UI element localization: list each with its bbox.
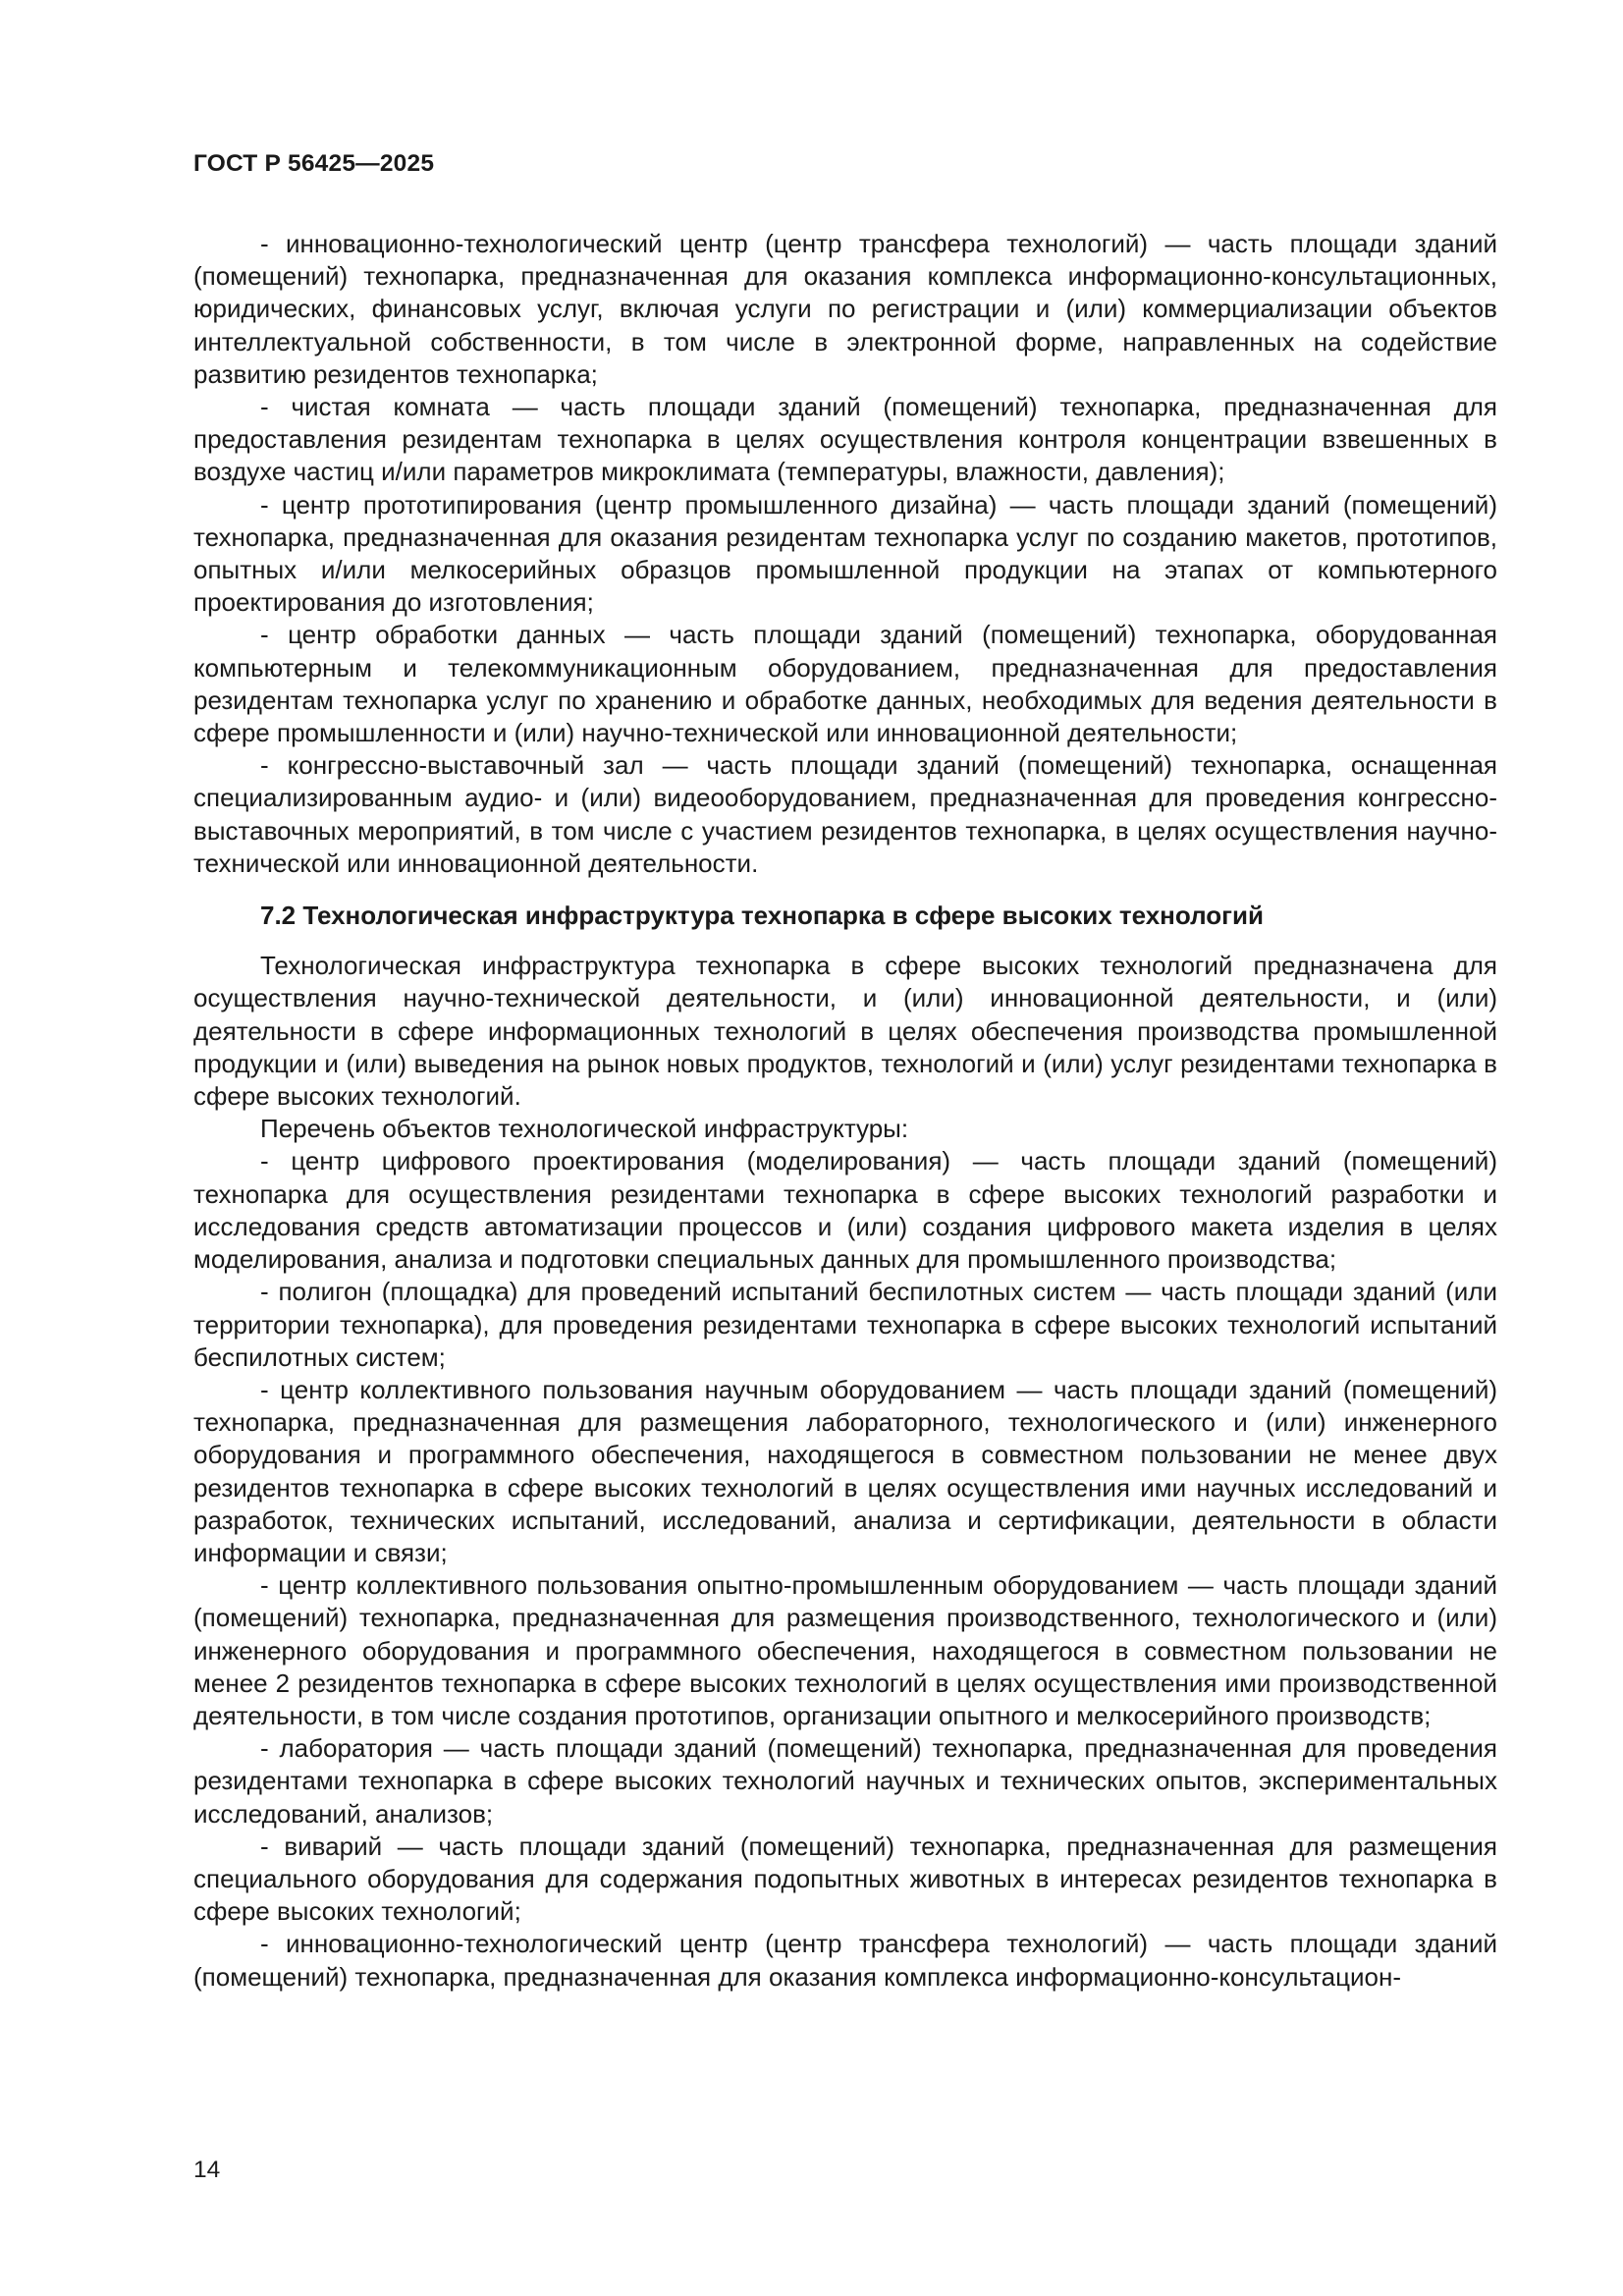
section-list-title: Перечень объектов технологической инфраструктуры: (260, 1114, 909, 1144)
list-item-laboratory: - лаборатория — часть площади зданий (помещений) технопарка, предназначенная для проведения резидентами технопарка в сфере высоких технологий научных и технических опытов, экспериментальных исследований, анализов; (193, 1733, 1497, 1829)
list-item-data-center: - центр обработки данных — часть площади зданий (помещений) технопарка, оборудованная компьютерным и телекоммуникационным оборудованием, предназначенная для предоставления резидентам технопарка услуг по хранению и обработке данных, необходимых для ведения деятельности в сфере промышленности и (или) научно-технической или инновационной деятельности; (193, 620, 1497, 748)
list-item-innovation-center: - инновационно-технологический центр (центр трансфера технологий) — часть площади зданий (помещений) технопарка, предназначенная для оказания комплекса информационно-консультационных, юридических, финансовых услуг, включая услуги по регистрации и (или) коммерциализации объектов интеллектуальной собственности, в том числе в электронной форме, направленных на содействие развитию резидентов технопарка; (193, 229, 1497, 389)
list-item-scientific-equipment-center: - центр коллективного пользования научным оборудованием — часть площади зданий (помещений) технопарка, предназначенная для размещения лабораторного, технологического и (или) инженерного оборудования и программного обеспечения, находящегося в совместном пользовании не менее двух резидентов технопарка в сфере высоких технологий в целях осуществления ими научных исследований и разработок, технических испытаний, исследований, анализа и сертификации, деятельности в области информации и связи; (193, 1374, 1497, 1567)
list-item-clean-room: - чистая комната — часть площади зданий (помещений) технопарка, предназначенная для предоставления резидентам технопарка в целях осуществления контроля концентрации взвешенных в воздухе частиц и/или параметров микроклимата (температуры, влажности, давления); (193, 392, 1497, 487)
list-item-drone-test-site: - полигон (площадка) для проведений испытаний беспилотных систем — часть площади зданий (или территории технопарка), для проведения резидентами технопарка в сфере высоких технологий испытаний беспилотных систем; (193, 1277, 1497, 1372)
list-item-digital-design-center: - центр цифрового проектирования (моделирования) — часть площади зданий (помещений) технопарка для осуществления резидентами технопарка в сфере высоких технологий разработки и исследования средств автоматизации процессов и (или) создания цифрового макета изделия в целях моделирования, анализа и подготовки специальных данных для промышленного производства; (193, 1146, 1497, 1275)
list-item-congress-hall: - конгрессно-выставочный зал — часть площади зданий (помещений) технопарка, оснащенная специализированным аудио- и (или) видеооборудованием, предназначенная для проведения конгрессно-выставочных мероприятий, в том числе с участием резидентов технопарка, в целях осуществления научно-технической или инновационной деятельности. (193, 750, 1497, 878)
page-number: 14 (193, 2157, 221, 2183)
list-item-prototyping-center: - центр прототипирования (центр промышленного дизайна) — часть площади зданий (помещений) технопарка, предназначенная для оказания резидентам технопарка услуг по созданию макетов, прототипов, опытных и/или мелкосерийных образцов промышленной продукции на этапах от компьютерного проектирования до изготовления; (193, 489, 1497, 618)
document-body (193, 228, 1497, 1994)
list-item-vivarium: - виварий — часть площади зданий (помещений) технопарка, предназначенная для размещения специального оборудования для содержания подопытных животных в интересах резидентов технопарка в сфере высоких технологий; (193, 1831, 1497, 1927)
section-heading: 7.2 Технологическая инфраструктура технопарка в сфере высоких технологий (260, 901, 1264, 931)
list-item-innovation-center-continued: - инновационно-технологический центр (центр трансфера технологий) — часть площади зданий (помещений) технопарка, предназначенная для оказания комплекса информационно-консультацион- (193, 1929, 1497, 1992)
list-item-pilot-production-center: - центр коллективного пользования опытно-промышленным оборудованием — часть площади зданий (помещений) технопарка, предназначенная для размещения производственного, технологического и (или) инженерного оборудования и программного обеспечения, находящегося в совместном пользовании не менее 2 резидентов технопарка в сфере высоких технологий в целях осуществления ими производственной деятельности, в том числе создания прототипов, организации опытного и мелкосерийного производств; (193, 1570, 1497, 1730)
standard-id-header: ГОСТ Р 56425—2025 (193, 150, 435, 177)
section-intro: Технологическая инфраструктура технопарка в сфере высоких технологий предназначена для осуществления научно-технической деятельности, и (или) инновационной деятельности, и (или) деятельности в сфере информационных технологий в целях обеспечения производства промышленной продукции и (или) выведения на рынок новых продуктов, технологий и (или) услуг резидентами технопарка в сфере высоких технологий. (193, 951, 1497, 1112)
